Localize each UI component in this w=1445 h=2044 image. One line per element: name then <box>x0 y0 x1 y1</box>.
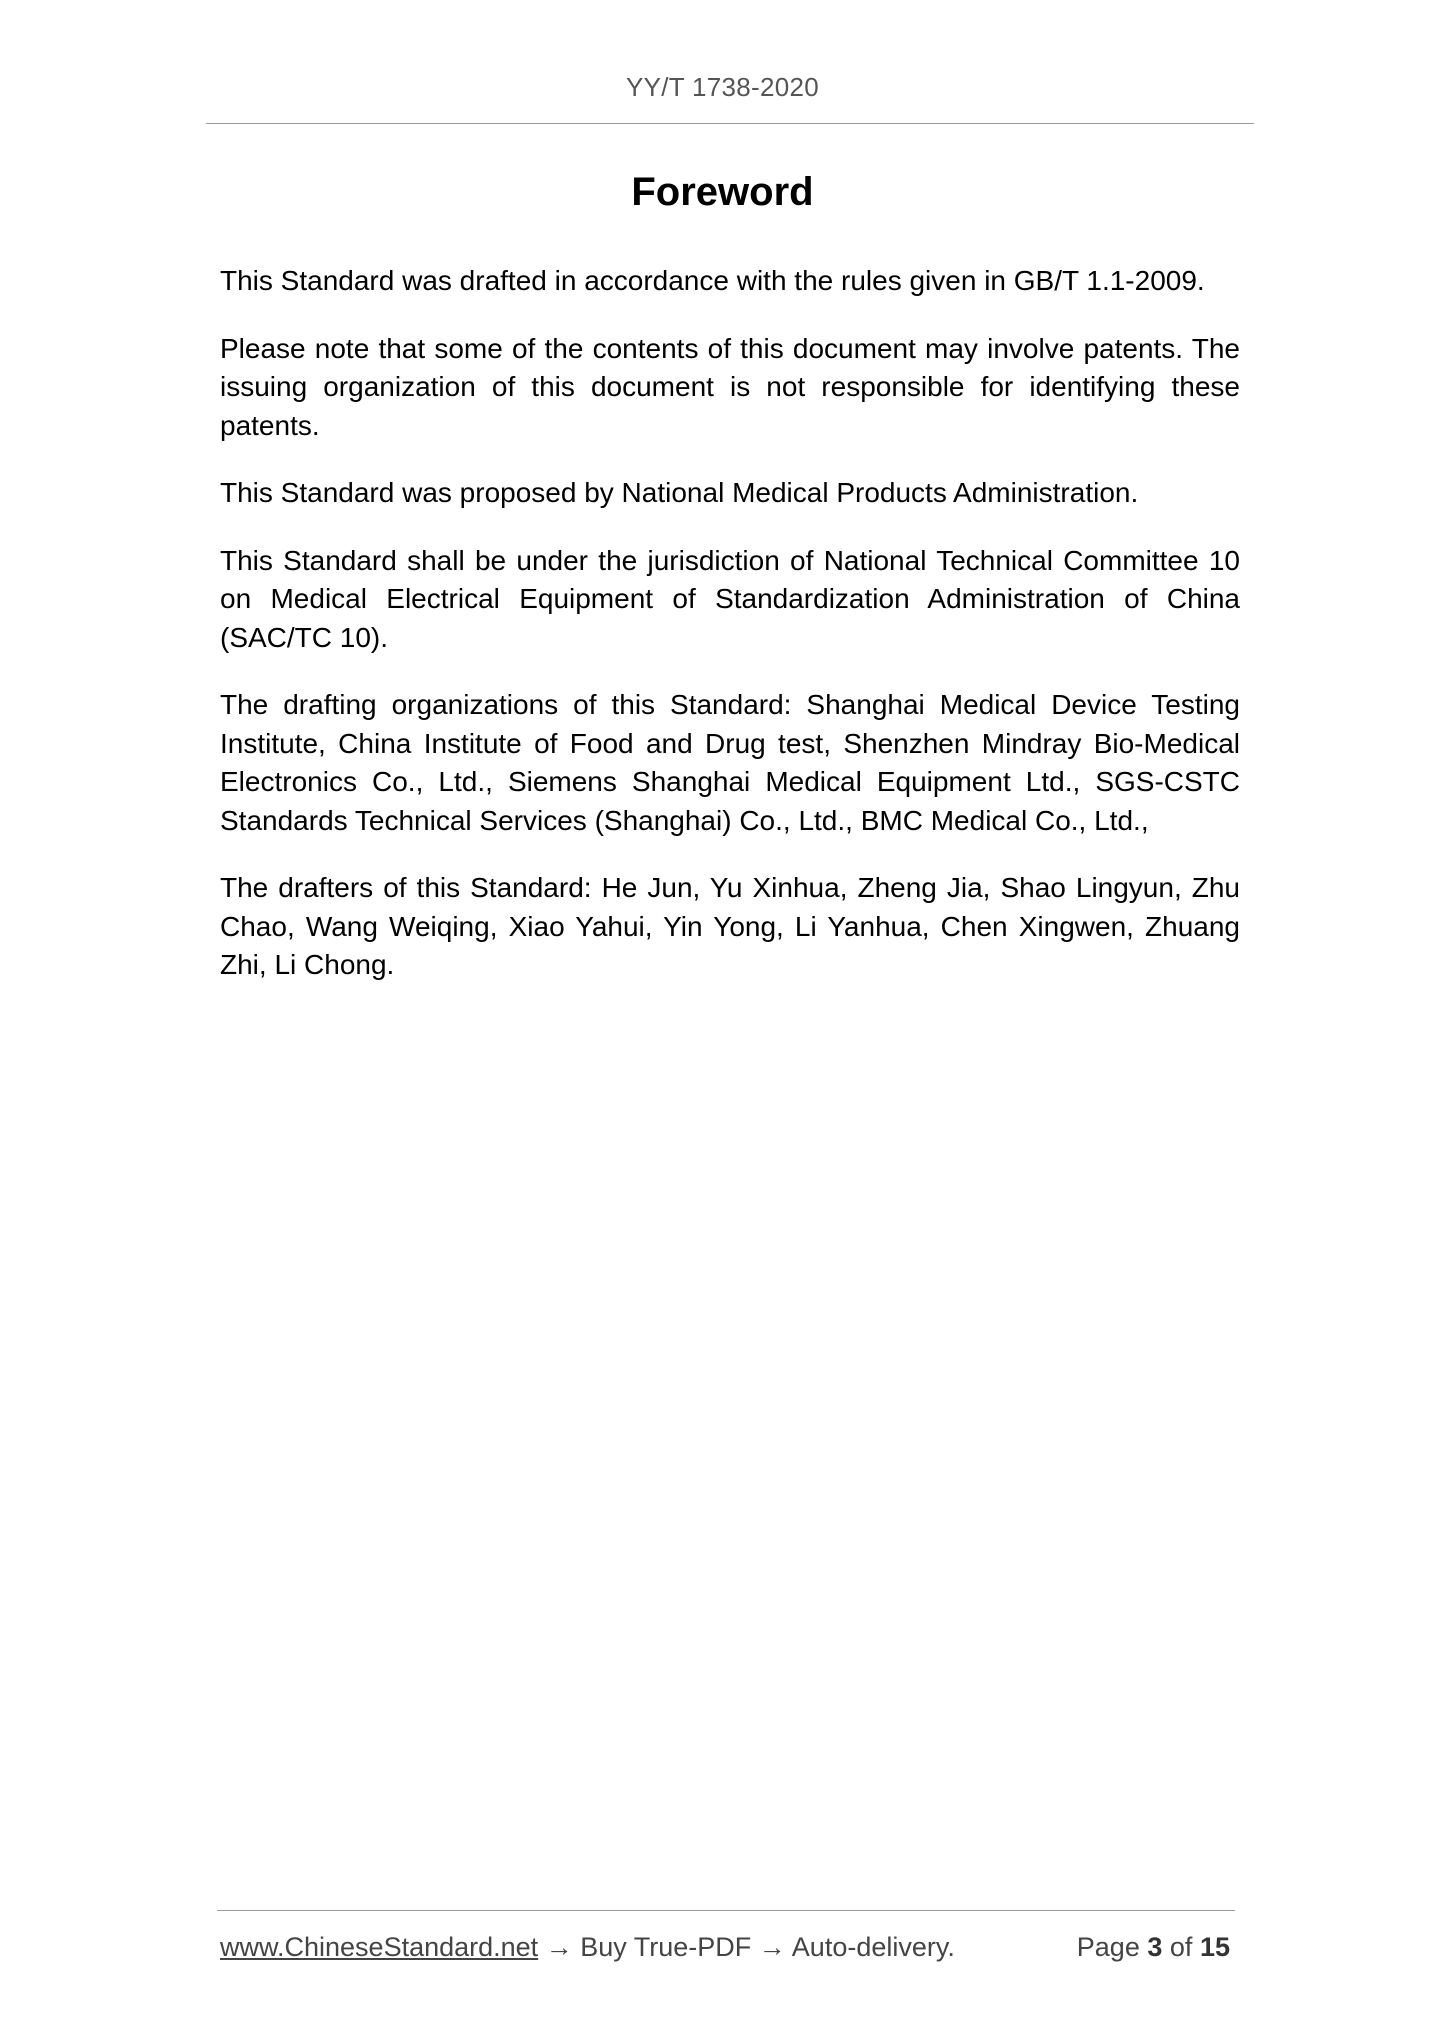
paragraph-drafting-organizations: The drafting organizations of this Standard: Shanghai Medical Device Testing Institute, China Institute of Food and Drug test, Shenzhen Mindray Bio-Medical Electronics Co., Ltd., Siemens Shanghai Medical Equipment Ltd., SGS-CSTC Standards Technical Services (Shanghai) Co., Ltd., BMC Medical Co., Ltd., <box>220 689 1240 836</box>
header-doc-id: YY/T 1738-2020 <box>625 72 820 102</box>
page-of: of <box>1169 1932 1193 1962</box>
paragraph-proposed-by: This Standard was proposed by National Medical Products Administration. <box>220 477 1139 508</box>
paragraph-drafting-rules: This Standard was drafted in accordance with the rules given in GB/T 1.1-2009. <box>220 265 1205 296</box>
arrow-right-icon: → <box>758 1932 786 1962</box>
footer-divider <box>217 1910 1235 1911</box>
page-title: Foreword <box>631 170 814 214</box>
page-number <box>1077 1932 1230 1963</box>
page-label: Page <box>1076 1932 1140 1962</box>
footer-promo <box>220 1932 955 1963</box>
paragraph-patents: Please note that some of the contents of this document may involve patents. The issuing organization of this document is not responsible for identifying these patents. <box>220 332 1240 441</box>
arrow-right-icon: → <box>545 1932 573 1962</box>
document-body <box>220 262 1240 1014</box>
paragraph-drafters: The drafters of this Standard: He Jun, Yu Xinhua, Zheng Jia, Shao Lingyun, Zhu Chao, Wang Weiqing, Xiao Yahui, Yin Yong, Li Yanhua, Chen Xingwen, Zhuang Zhi, Li Chong. <box>220 872 1240 980</box>
header-divider <box>206 123 1254 124</box>
footer-step-delivery: Auto-delivery. <box>791 1932 955 1962</box>
website-link[interactable]: www.ChineseStandard.net <box>220 1932 539 1962</box>
footer-step-buy: Buy True-PDF <box>580 1932 752 1962</box>
page-current: 3 <box>1147 1932 1163 1962</box>
paragraph-jurisdiction: This Standard shall be under the jurisdiction of National Technical Committee 10 on Medical Electrical Equipment of Standardization Administration of China (SAC/TC 10). <box>220 544 1240 653</box>
page-total: 15 <box>1199 1932 1230 1962</box>
